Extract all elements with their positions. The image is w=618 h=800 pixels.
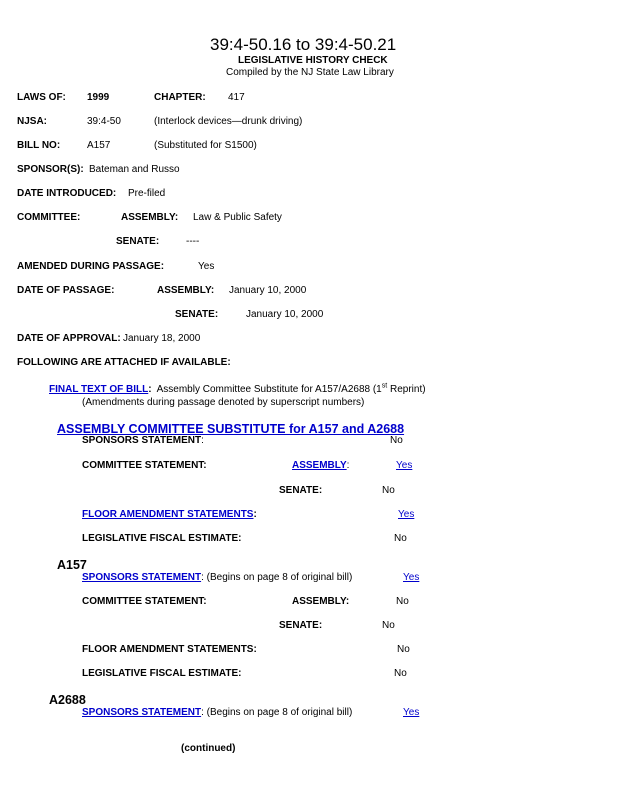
bill-no-value: A157	[87, 140, 111, 151]
final-text-desc: Assembly Committee Substitute for A157/A2688 (1	[156, 384, 382, 395]
page-subtitle: LEGISLATIVE HISTORY CHECK	[238, 55, 388, 66]
committee-senate-label: SENATE:	[116, 236, 160, 247]
date-of-passage-label: DATE OF PASSAGE:	[17, 285, 115, 296]
a157-floor-value: No	[397, 644, 410, 655]
committee-senate-value: ----	[186, 236, 200, 247]
njsa-value: 39:4-50	[87, 116, 121, 127]
committee-assembly-label: ASSEMBLY:	[121, 212, 179, 223]
acs-assembly-row: ASSEMBLY:	[292, 460, 350, 471]
acs-committee-label: COMMITTEE STATEMENT:	[82, 460, 207, 471]
final-text-note: (Amendments during passage denoted by superscript numbers)	[82, 397, 365, 408]
a157-senate-label: SENATE:	[279, 620, 323, 631]
final-text-sup: st	[381, 382, 388, 390]
sponsors-label: SPONSOR(S):	[17, 164, 84, 175]
a157-senate-value: No	[382, 620, 395, 631]
final-text-link[interactable]: FINAL TEXT OF BILL	[49, 384, 149, 395]
a157-sponsors-note: : (Begins on page 8 of original bill)	[201, 572, 353, 583]
sponsors-value: Bateman and Russo	[89, 164, 180, 175]
acs-floor-row: FLOOR AMENDMENT STATEMENTS:	[82, 509, 257, 520]
following-heading: FOLLOWING ARE ATTACHED IF AVAILABLE:	[17, 357, 231, 368]
njsa-label: NJSA:	[17, 116, 48, 127]
a157-sponsors-row	[82, 573, 352, 583]
a157-committee-label: COMMITTEE STATEMENT:	[82, 596, 207, 607]
a2688-heading: A2688	[49, 693, 86, 707]
a2688-sponsors-note: : (Begins on page 8 of original bill)	[201, 707, 353, 718]
a157-sponsors-link[interactable]: SPONSORS STATEMENT	[82, 572, 202, 583]
page-title: 39:4-50.16 to 39:4-50.21	[210, 35, 397, 54]
date-introduced-label: DATE INTRODUCED:	[17, 188, 117, 199]
amended-label: AMENDED DURING PASSAGE:	[17, 261, 165, 272]
acs-assembly-value-link[interactable]: Yes	[396, 460, 413, 471]
a2688-sponsors-value-link[interactable]: Yes	[403, 707, 420, 718]
a157-fiscal-label: LEGISLATIVE FISCAL ESTIMATE:	[82, 668, 242, 679]
a2688-sponsors-link[interactable]: SPONSORS STATEMENT	[82, 707, 202, 718]
a157-assembly-value: No	[396, 596, 409, 607]
laws-of-value: 1999	[87, 92, 110, 103]
njsa-note: (Interlock devices—drunk driving)	[154, 116, 303, 127]
final-text-desc-end: Reprint)	[387, 384, 426, 395]
date-introduced-value: Pre-filed	[128, 188, 166, 199]
passage-senate-label: SENATE:	[175, 309, 219, 320]
committee-assembly-value: Law & Public Safety	[193, 212, 282, 223]
date-of-approval-value: January 18, 2000	[123, 333, 201, 344]
a157-heading: A157	[57, 558, 87, 572]
amended-value: Yes	[198, 261, 215, 272]
committee-label: COMMITTEE:	[17, 212, 81, 223]
acs-sponsors-label: SPONSORS STATEMENT	[82, 435, 202, 446]
passage-assembly-label: ASSEMBLY:	[157, 285, 215, 296]
chapter-label: CHAPTER:	[154, 92, 206, 103]
acs-senate-value: No	[382, 485, 395, 496]
a157-assembly-label: ASSEMBLY:	[292, 596, 350, 607]
final-text-line	[49, 382, 426, 395]
acs-assembly-link[interactable]: ASSEMBLY	[292, 460, 347, 471]
acs-floor-value-link[interactable]: Yes	[398, 509, 415, 520]
acs-heading-link[interactable]: ASSEMBLY COMMITTEE SUBSTITUTE for A157 and A2688	[57, 422, 405, 436]
bill-no-label: BILL NO:	[17, 140, 61, 151]
acs-senate-label: SENATE:	[279, 485, 323, 496]
a157-floor-label: FLOOR AMENDMENT STATEMENTS:	[82, 644, 257, 655]
acs-fiscal-label: LEGISLATIVE FISCAL ESTIMATE:	[82, 533, 242, 544]
a157-fiscal-value: No	[394, 668, 407, 679]
acs-floor-link[interactable]: FLOOR AMENDMENT STATEMENTS	[82, 509, 254, 520]
date-of-approval-label: DATE OF APPROVAL:	[17, 333, 121, 344]
passage-assembly-value: January 10, 2000	[229, 285, 307, 296]
final-text-colon: :	[148, 384, 152, 395]
chapter-value: 417	[228, 92, 245, 103]
laws-of-label: LAWS OF:	[17, 92, 66, 103]
passage-senate-value: January 10, 2000	[246, 309, 324, 320]
acs-fiscal-value: No	[394, 533, 407, 544]
bill-no-note: (Substituted for S1500)	[154, 140, 257, 151]
compiled-by: Compiled by the NJ State Law Library	[226, 67, 394, 78]
a2688-sponsors-row	[82, 708, 352, 718]
continued-note: (continued)	[181, 743, 236, 754]
acs-sponsors-row: SPONSORS STATEMENT:	[82, 435, 204, 446]
a157-sponsors-value-link[interactable]: Yes	[403, 572, 420, 583]
acs-sponsors-value: No	[390, 435, 403, 446]
